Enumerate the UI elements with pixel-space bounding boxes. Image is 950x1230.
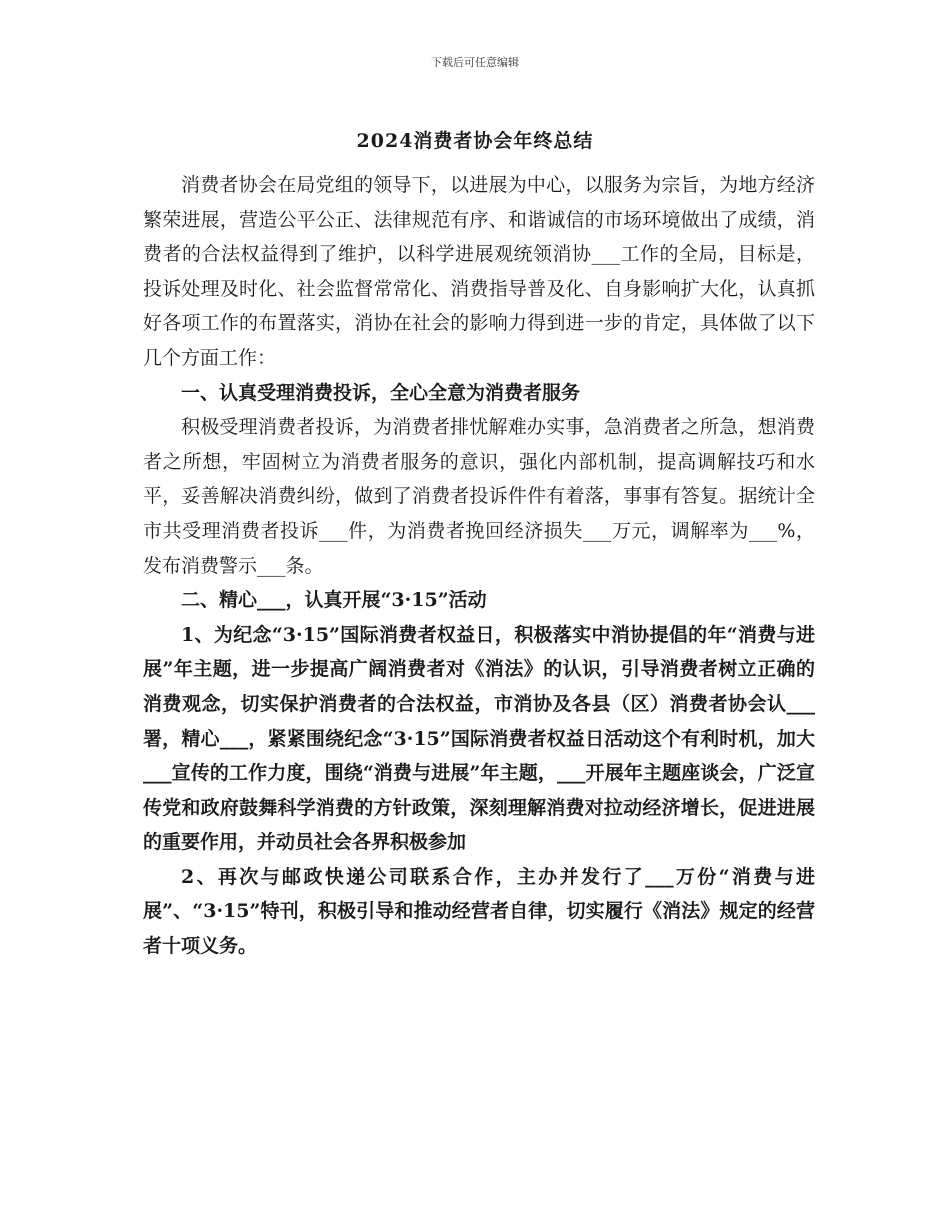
- document-body: [143, 168, 815, 964]
- section-heading-2: 二、精心___，认真开展“3·15”活动: [181, 589, 487, 612]
- item-2-paragraph: 2、再次与邮政快递公司联系合作，主办并发行了___万份“消费与进展”、“3·15”特刊，积极引导和推动经营者自律，切实履行《消法》规定的经营者十项义务。: [143, 865, 815, 958]
- intro-paragraph: 消费者协会在局党组的领导下，以进展为中心，以服务为宗旨，为地方经济繁荣进展，营造公平公正、法律规范有序、和谐诚信的市场环境做出了成绩，消费者的合法权益得到了维护，以科学进展观统领消协___工作的全局，目标是，投诉处理及时化、社会监督常常化、消费指导普及化、自身影响扩大化，认真抓好各项工作的布置落实，消协在社会的影响力得到进一步的肯定，具体做了以下几个方面工作：: [143, 174, 815, 369]
- section-heading-1: 一、认真受理消费投诉，全心全意为消费者服务: [181, 381, 581, 404]
- header-note: 下载后可任意编辑: [431, 56, 519, 69]
- document-title: 2024消费者协会年终总结: [356, 130, 594, 152]
- section-1-paragraph: 积极受理消费者投诉，为消费者排忧解难办实事，急消费者之所急，想消费者之所想，牢固树立为消费者服务的意识，强化内部机制，提高调解技巧和水平，妥善解决消费纠纷，做到了消费者投诉件件有着落，事事有答复。据统计全市共受理消费者投诉___件，为消费者挽回经济损失___万元，调解率为___%，发布消费警示___条。: [143, 416, 815, 577]
- item-1-paragraph: 1、为纪念“3·15”国际消费者权益日，积极落实中消协提倡的年“消费与进展”年主题，进一步提高广阔消费者对《消法》的认识，引导消费者树立正确的消费观念，切实保护消费者的合法权益，市消协及各县（区）消费者协会认___署，精心___，紧紧围绕纪念“3·15”国际消费者权益日活动这个有利时机，加大___宣传的工作力度，围绕“消费与进展”年主题，___开展年主题座谈会，广泛宣传党和政府鼓舞科学消费的方针政策，深刻理解消费对拉动经济增长，促进进展的重要作用，并动员社会各界积极参加: [143, 623, 815, 854]
